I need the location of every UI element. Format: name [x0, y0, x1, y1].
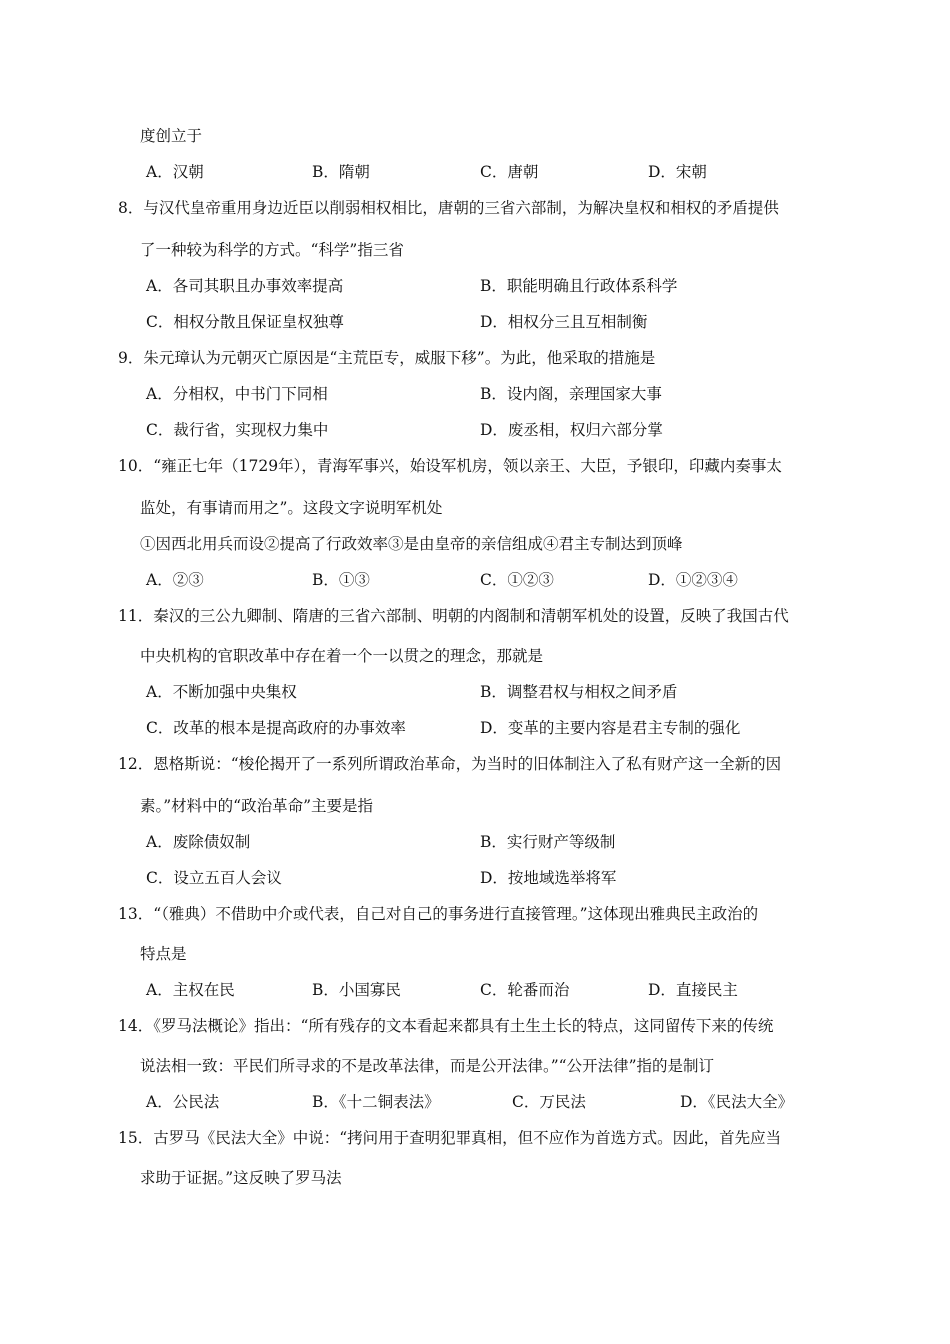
question-11-stem-line2: 中央机构的官职改革中存在着一个一以贯之的理念，那就是 [140, 647, 544, 665]
question-12-option-d: D．按地域选举将军 [480, 869, 617, 887]
question-9-option-d: D．废丞相，权归六部分掌 [480, 421, 663, 439]
question-7-tail: 度创立于 [140, 127, 203, 145]
question-13-stem-line2: 特点是 [140, 945, 187, 963]
question-11-option-b: B．调整君权与相权之间矛盾 [480, 683, 678, 701]
question-14-stem-line1: 14．《罗马法概论》指出：“所有残存的文本看起来都具有土生土长的特点，这同留传下来的传统 [118, 1017, 774, 1035]
question-12-options-row2 [146, 868, 846, 888]
question-9-option-a: A．分相权，中书门下同相 [146, 385, 328, 403]
question-8-stem-line2: 了一种较为科学的方式。“科学”指三省 [140, 241, 404, 259]
question-10-stem-line2: 监处，有事请而用之”。这段文字说明军机处 [140, 499, 443, 517]
question-12-stem-line2: 素。”材料中的“政治革命”主要是指 [140, 797, 374, 815]
question-10-option-d: D．①②③④ [648, 571, 738, 589]
question-8-option-c: C．相权分散且保证皇权独尊 [146, 313, 344, 331]
question-15-stem-line1: 15．古罗马《民法大全》中说：“拷问用于查明犯罪真相，但不应作为首选方式。因此，首先应当 [118, 1129, 782, 1147]
question-10-options [146, 570, 846, 590]
question-7-option-b: B．隋朝 [312, 163, 370, 181]
question-11-option-a: A．不断加强中央集权 [146, 683, 297, 701]
question-8-options-row1 [146, 276, 846, 296]
question-14-option-b: B．《十二铜表法》 [312, 1093, 440, 1111]
question-8-option-d: D．相权分三且互相制衡 [480, 313, 648, 331]
question-10-statements: ①因西北用兵而设②提高了行政效率③是由皇帝的亲信组成④君主专制达到顶峰 [140, 535, 683, 553]
question-11-option-c: C．改革的根本是提高政府的办事效率 [146, 719, 406, 737]
question-12-option-c: C．设立五百人会议 [146, 869, 282, 887]
question-14-options [146, 1092, 846, 1112]
question-13-option-d: D．直接民主 [648, 981, 738, 999]
question-15-stem-line2: 求助于证据。”这反映了罗马法 [140, 1169, 342, 1187]
question-14-option-a: A．公民法 [146, 1093, 220, 1111]
question-8-options-row2 [146, 312, 846, 332]
question-10-option-a: A．②③ [146, 571, 204, 589]
question-9-options-row2 [146, 420, 846, 440]
question-8-option-a: A．各司其职且办事效率提高 [146, 277, 344, 295]
question-10-option-b: B．①③ [312, 571, 370, 589]
question-12-stem-line1: 12．恩格斯说：“梭伦揭开了一系列所谓政治革命，为当时的旧体制注入了私有财产这一全新的因 [118, 755, 782, 773]
question-9-option-c: C．裁行省，实现权力集中 [146, 421, 329, 439]
question-12-option-b: B．实行财产等级制 [480, 833, 616, 851]
question-14-option-d: D．《民法大全》 [680, 1093, 794, 1111]
question-9-stem-line1: 9．朱元璋认为元朝灭亡原因是“主荒臣专，威服下移”。为此，他采取的措施是 [118, 349, 656, 367]
question-13-options [146, 980, 846, 1000]
question-14-option-c: C．万民法 [512, 1093, 586, 1111]
question-7-option-c: C．唐朝 [480, 163, 539, 181]
question-10-stem-line1: 10．“雍正七年（1729年），青海军事兴，始设军机房，领以亲王、大臣，予银印，印藏内奏事太 [118, 457, 782, 475]
question-14-stem-line2: 说法相一致：平民们所寻求的不是改革法律，而是公开法律。”“公开法律”指的是制订 [140, 1057, 715, 1075]
question-9-option-b: B．设内阁，亲理国家大事 [480, 385, 662, 403]
question-11-options-row2 [146, 718, 846, 738]
question-13-option-b: B．小国寡民 [312, 981, 401, 999]
question-13-stem-line1: 13．“（雅典）不借助中介或代表，自己对自己的事务进行直接管理。”这体现出雅典民主政治的 [118, 905, 759, 923]
question-8-option-b: B．职能明确且行政体系科学 [480, 277, 678, 295]
question-12-option-a: A．废除债奴制 [146, 833, 251, 851]
question-10-option-c: C．①②③ [480, 571, 554, 589]
question-7-options [146, 162, 846, 182]
question-13-option-c: C．轮番而治 [480, 981, 570, 999]
question-13-option-a: A．主权在民 [146, 981, 235, 999]
question-11-stem-line1: 11．秦汉的三公九卿制、隋唐的三省六部制、明朝的内阁制和清朝军机处的设置，反映了我国古代 [118, 607, 789, 625]
question-8-stem-line1: 8．与汉代皇帝重用身边近臣以削弱相权相比，唐朝的三省六部制，为解决皇权和相权的矛盾提供 [118, 199, 779, 217]
question-9-options-row1 [146, 384, 846, 404]
question-11-option-d: D．变革的主要内容是君主专制的强化 [480, 719, 741, 737]
question-12-options-row1 [146, 832, 846, 852]
question-7-option-d: D．宋朝 [648, 163, 707, 181]
question-11-options-row1 [146, 682, 846, 702]
question-7-option-a: A．汉朝 [146, 163, 204, 181]
